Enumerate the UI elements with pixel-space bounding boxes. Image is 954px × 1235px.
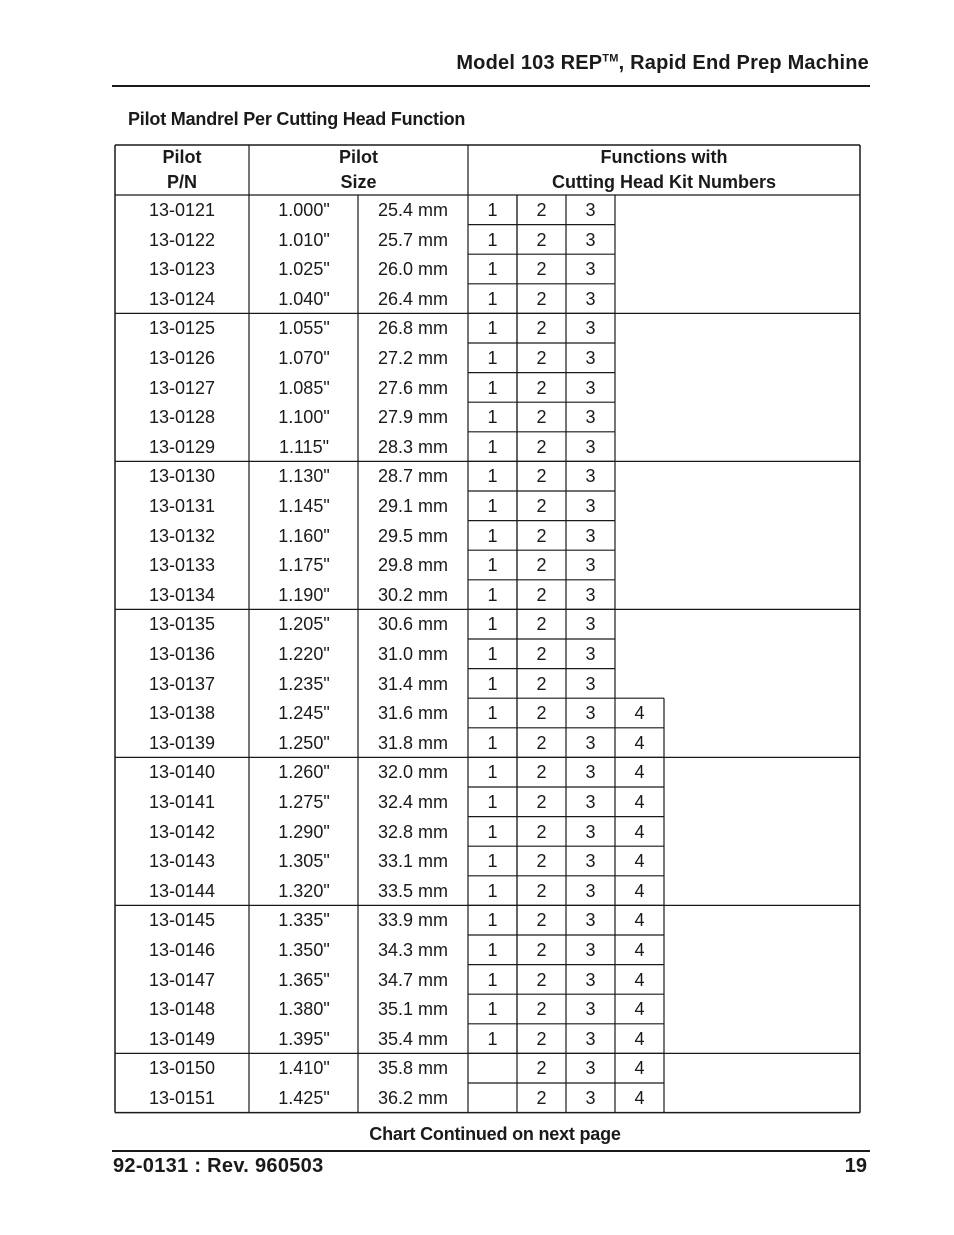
pilot-size-inch-cell: 1.100" (278, 407, 330, 428)
function-kit-cell: 4 (634, 821, 645, 842)
pilot-size-inch-cell: 1.130" (278, 466, 330, 487)
function-kit-cell: 1 (487, 673, 498, 694)
function-kit-cell: 2 (536, 969, 547, 990)
pilot-size-mm-cell: 29.5 mm (378, 525, 449, 546)
pilot-pn-cell: 13-0124 (148, 288, 216, 309)
function-kit-cell: 1 (487, 377, 498, 398)
footer-rule (112, 1150, 870, 1152)
function-kit-cell: 2 (536, 851, 547, 872)
pilot-size-mm-cell: 27.6 mm (378, 377, 449, 398)
pilot-pn-cell: 13-0128 (148, 407, 216, 428)
function-kit-cell: 1 (487, 259, 498, 280)
pilot-size-inch-cell: 1.055" (278, 318, 330, 339)
function-kit-cell: 2 (536, 288, 547, 309)
pilot-pn-cell: 13-0136 (148, 644, 216, 664)
pilot-size-mm-cell: 34.3 mm (378, 940, 449, 960)
function-kit-cell: 3 (585, 792, 596, 812)
function-kit-cell: 3 (585, 851, 596, 872)
header-rule (112, 85, 870, 87)
pilot-size-inch-cell: 1.205" (278, 614, 330, 635)
function-kit-cell: 1 (487, 792, 498, 812)
function-kit-cell: 2 (536, 614, 547, 635)
pilot-size-inch-cell: 1.010" (278, 229, 330, 250)
pilot-size-mm-cell: 26.0 mm (378, 259, 449, 280)
pilot-pn-cell: 13-0148 (148, 999, 216, 1020)
pilot-size-inch-cell: 1.305" (278, 851, 330, 872)
pilot-size-mm-cell: 34.7 mm (378, 969, 449, 990)
function-kit-cell: 3 (585, 229, 596, 250)
pilot-size-inch-cell: 1.275" (278, 792, 330, 812)
function-kit-cell: 4 (634, 940, 645, 960)
function-kit-cell: 2 (536, 673, 547, 694)
pilot-size-inch-cell: 1.220" (278, 644, 330, 664)
pilot-pn-cell: 13-0151 (148, 1088, 216, 1108)
pilot-pn-cell: 13-0144 (148, 880, 216, 901)
function-kit-cell: 2 (536, 525, 547, 546)
function-kit-cell: 1 (487, 348, 498, 368)
function-kit-cell: 2 (536, 880, 547, 901)
column-header-size (249, 145, 468, 195)
function-kit-cell: 1 (487, 1028, 498, 1049)
function-kit-cell: 1 (487, 318, 498, 339)
function-kit-cell: 2 (536, 466, 547, 487)
document-revision: 92-0131 : Rev. 960503 (113, 1155, 324, 1177)
function-kit-cell: 1 (487, 407, 498, 428)
header-title-main: Model 103 REP (456, 52, 603, 74)
pilot-size-inch-cell: 1.145" (278, 496, 330, 516)
function-kit-cell: 1 (487, 969, 498, 990)
pilot-size-mm-cell: 27.9 mm (378, 407, 449, 428)
function-kit-cell: 3 (585, 436, 596, 457)
function-kit-cell: 3 (585, 762, 596, 783)
function-kit-cell: 2 (536, 1088, 547, 1108)
pilot-size-inch-cell: 1.350" (278, 940, 330, 960)
page-number: 19 (844, 1155, 867, 1177)
function-kit-cell: 2 (536, 496, 547, 516)
function-kit-cell: 4 (634, 910, 645, 931)
pilot-size-mm-cell: 25.4 mm (378, 200, 449, 220)
pilot-size-mm-cell: 32.8 mm (378, 821, 449, 842)
function-kit-cell: 3 (585, 732, 596, 753)
page-header-title (456, 52, 869, 75)
pilot-pn-cell: 13-0143 (148, 851, 216, 872)
pilot-size-mm-cell: 35.1 mm (378, 999, 449, 1020)
function-kit-cell: 3 (585, 555, 596, 576)
pilot-size-inch-cell: 1.335" (278, 910, 330, 931)
pilot-size-mm-cell: 35.4 mm (378, 1028, 449, 1049)
function-kit-cell: 4 (634, 732, 645, 753)
pilot-size-mm-cell: 25.7 mm (378, 229, 449, 250)
pilot-size-mm-cell: 33.5 mm (378, 880, 449, 901)
function-kit-cell: 2 (536, 584, 547, 605)
pilot-pn-cell: 13-0137 (148, 673, 216, 694)
function-kit-cell: 2 (536, 644, 547, 664)
function-kit-cell: 3 (585, 584, 596, 605)
function-kit-cell: 3 (585, 348, 596, 368)
pilot-size-mm-cell: 35.8 mm (378, 1058, 449, 1079)
pilot-size-inch-cell: 1.410" (278, 1058, 330, 1079)
continued-note: Chart Continued on next page (369, 1124, 621, 1144)
pilot-size-mm-cell: 29.1 mm (378, 496, 449, 516)
column-header-functions (468, 145, 860, 195)
column-header-pn-line2: P/N (166, 172, 197, 192)
pilot-size-mm-cell: 33.9 mm (378, 910, 449, 931)
column-header-functions-line2: Cutting Head Kit Numbers (551, 172, 776, 192)
function-kit-cell: 4 (634, 851, 645, 872)
function-kit-cell: 3 (585, 644, 596, 664)
function-kit-cell: 3 (585, 407, 596, 428)
function-kit-cell: 1 (487, 229, 498, 250)
function-kit-cell: 1 (487, 940, 498, 960)
pilot-size-mm-cell: 36.2 mm (378, 1088, 449, 1108)
function-kit-cell: 1 (487, 910, 498, 931)
function-kit-cell: 1 (487, 466, 498, 487)
pilot-size-inch-cell: 1.245" (278, 703, 330, 724)
function-kit-cell: 4 (634, 762, 645, 783)
function-kit-cell: 2 (536, 200, 547, 220)
column-header-functions-line1: Functions with (600, 147, 728, 167)
pilot-size-mm-cell: 27.2 mm (378, 348, 449, 368)
function-kit-cell: 4 (634, 1058, 645, 1079)
function-kit-cell: 2 (536, 348, 547, 368)
function-kit-cell: 1 (487, 584, 498, 605)
pilot-pn-cell: 13-0122 (148, 229, 216, 250)
pilot-pn-cell: 13-0135 (148, 614, 216, 635)
pilot-size-mm-cell: 31.8 mm (378, 732, 449, 753)
function-kit-cell: 3 (585, 910, 596, 931)
function-kit-cell: 3 (585, 1088, 596, 1108)
function-kit-cell: 1 (487, 703, 498, 724)
pilot-pn-cell: 13-0150 (148, 1058, 216, 1079)
pilot-size-inch-cell: 1.260" (278, 762, 330, 783)
function-kit-cell: 2 (536, 229, 547, 250)
function-kit-cell: 1 (487, 200, 498, 220)
function-kit-cell: 1 (487, 614, 498, 635)
function-kit-cell: 1 (487, 821, 498, 842)
pilot-pn-cell: 13-0126 (148, 348, 216, 368)
column-header-size-line1: Pilot (339, 147, 378, 167)
pilot-size-mm-cell: 30.2 mm (378, 584, 449, 605)
function-kit-cell: 3 (585, 1028, 596, 1049)
header-title-rest: , Rapid End Prep Machine (618, 52, 869, 74)
pilot-pn-cell: 13-0149 (148, 1028, 216, 1049)
pilot-size-inch-cell: 1.320" (278, 880, 330, 901)
pilot-pn-cell: 13-0125 (148, 318, 216, 339)
pilot-pn-cell: 13-0130 (148, 466, 216, 487)
function-kit-cell: 3 (585, 673, 596, 694)
function-kit-cell: 3 (585, 940, 596, 960)
pilot-size-mm-cell: 32.4 mm (378, 792, 449, 812)
function-kit-cell: 2 (536, 792, 547, 812)
pilot-pn-cell: 13-0121 (148, 200, 216, 220)
function-kit-cell: 3 (585, 496, 596, 516)
function-kit-cell: 2 (536, 821, 547, 842)
pilot-size-inch-cell: 1.085" (278, 377, 330, 398)
pilot-size-inch-cell: 1.025" (278, 259, 330, 280)
function-kit-cell: 3 (585, 525, 596, 546)
pilot-size-mm-cell: 30.6 mm (378, 614, 449, 635)
function-kit-cell: 3 (585, 200, 596, 220)
pilot-size-mm-cell: 26.4 mm (378, 288, 449, 309)
pilot-size-inch-cell: 1.380" (278, 999, 330, 1020)
pilot-pn-cell: 13-0134 (148, 584, 216, 605)
trademark-mark: TM (602, 52, 619, 65)
function-kit-cell: 1 (487, 555, 498, 576)
pilot-size-mm-cell: 33.1 mm (378, 851, 449, 872)
pilot-size-inch-cell: 1.395" (278, 1028, 330, 1049)
pilot-pn-cell: 13-0145 (148, 910, 216, 931)
function-kit-cell: 3 (585, 969, 596, 990)
pilot-size-mm-cell: 29.8 mm (378, 555, 449, 576)
function-kit-cell: 2 (536, 940, 547, 960)
pilot-pn-cell: 13-0142 (148, 821, 216, 842)
function-kit-cell: 2 (536, 732, 547, 753)
pilot-pn-cell: 13-0139 (148, 732, 216, 753)
pilot-size-mm-cell: 28.7 mm (378, 466, 449, 487)
pilot-size-mm-cell: 32.0 mm (378, 762, 449, 783)
function-kit-cell: 2 (536, 910, 547, 931)
function-kit-cell: 4 (634, 969, 645, 990)
function-kit-cell: 1 (487, 525, 498, 546)
pilot-pn-cell: 13-0131 (148, 496, 216, 516)
function-kit-cell: 2 (536, 555, 547, 576)
pilot-size-inch-cell: 1.000" (278, 200, 330, 220)
pilot-pn-cell: 13-0123 (148, 259, 216, 280)
function-kit-cell: 2 (536, 407, 547, 428)
function-kit-cell: 2 (536, 1058, 547, 1079)
pilot-size-inch-cell: 1.365" (278, 969, 330, 990)
pilot-pn-cell: 13-0141 (148, 792, 216, 812)
function-kit-cell: 1 (487, 732, 498, 753)
pilot-size-inch-cell: 1.040" (278, 288, 330, 309)
function-kit-cell: 2 (536, 436, 547, 457)
section-title: Pilot Mandrel Per Cutting Head Function (128, 109, 466, 129)
function-kit-cell: 1 (487, 288, 498, 309)
pilot-pn-cell: 13-0132 (148, 525, 216, 546)
function-kit-cell: 1 (487, 496, 498, 516)
function-kit-cell: 1 (487, 880, 498, 901)
function-kit-cell: 3 (585, 999, 596, 1020)
function-kit-cell: 4 (634, 1028, 645, 1049)
function-kit-cell: 3 (585, 614, 596, 635)
function-kit-cell: 3 (585, 288, 596, 309)
function-kit-cell: 3 (585, 1058, 596, 1079)
function-kit-cell: 4 (634, 703, 645, 724)
function-kit-cell: 3 (585, 259, 596, 280)
function-kit-cell: 4 (634, 792, 645, 812)
column-header-pn (115, 145, 249, 195)
pilot-pn-cell: 13-0138 (148, 703, 216, 724)
pilot-size-inch-cell: 1.190" (278, 584, 330, 605)
pilot-size-inch-cell: 1.115" (278, 436, 330, 457)
function-kit-cell: 2 (536, 259, 547, 280)
pilot-pn-cell: 13-0129 (148, 436, 216, 457)
function-kit-cell: 3 (585, 880, 596, 901)
function-kit-cell: 3 (585, 377, 596, 398)
pilot-size-inch-cell: 1.175" (278, 555, 330, 576)
function-kit-cell: 2 (536, 1028, 547, 1049)
pilot-size-inch-cell: 1.160" (278, 525, 330, 546)
pilot-size-mm-cell: 31.0 mm (378, 644, 449, 664)
pilot-size-inch-cell: 1.425" (278, 1088, 330, 1108)
function-kit-cell: 1 (487, 851, 498, 872)
pilot-size-mm-cell: 26.8 mm (378, 318, 449, 339)
function-kit-cell: 4 (634, 999, 645, 1020)
pilot-size-mm-cell: 31.6 mm (378, 703, 449, 724)
column-header-pn-line1: Pilot (162, 147, 202, 167)
pilot-size-inch-cell: 1.235" (278, 673, 330, 694)
function-kit-cell: 3 (585, 821, 596, 842)
pilot-pn-cell: 13-0147 (148, 969, 216, 990)
function-kit-cell: 3 (585, 318, 596, 339)
function-kit-cell: 4 (634, 1088, 645, 1108)
function-kit-cell: 2 (536, 377, 547, 398)
function-kit-cell: 3 (585, 703, 596, 724)
pilot-size-mm-cell: 31.4 mm (378, 673, 449, 694)
function-kit-cell: 4 (634, 880, 645, 901)
function-kit-cell: 3 (585, 466, 596, 487)
function-kit-cell: 1 (487, 999, 498, 1020)
function-kit-cell: 1 (487, 436, 498, 457)
pilot-size-mm-cell: 28.3 mm (378, 436, 449, 457)
pilot-pn-cell: 13-0146 (148, 940, 216, 960)
column-header-size-line2: Size (340, 172, 377, 192)
function-kit-cell: 1 (487, 644, 498, 664)
pilot-pn-cell: 13-0127 (148, 377, 216, 398)
pilot-pn-cell: 13-0140 (148, 762, 216, 783)
pilot-pn-cell: 13-0133 (148, 555, 216, 576)
function-kit-cell: 2 (536, 762, 547, 783)
pilot-size-inch-cell: 1.250" (278, 732, 330, 753)
function-kit-cell: 2 (536, 703, 547, 724)
pilot-size-inch-cell: 1.070" (278, 348, 330, 368)
function-kit-cell: 2 (536, 999, 547, 1020)
pilot-size-inch-cell: 1.290" (278, 821, 330, 842)
function-kit-cell: 1 (487, 762, 498, 783)
function-kit-cell: 2 (536, 318, 547, 339)
